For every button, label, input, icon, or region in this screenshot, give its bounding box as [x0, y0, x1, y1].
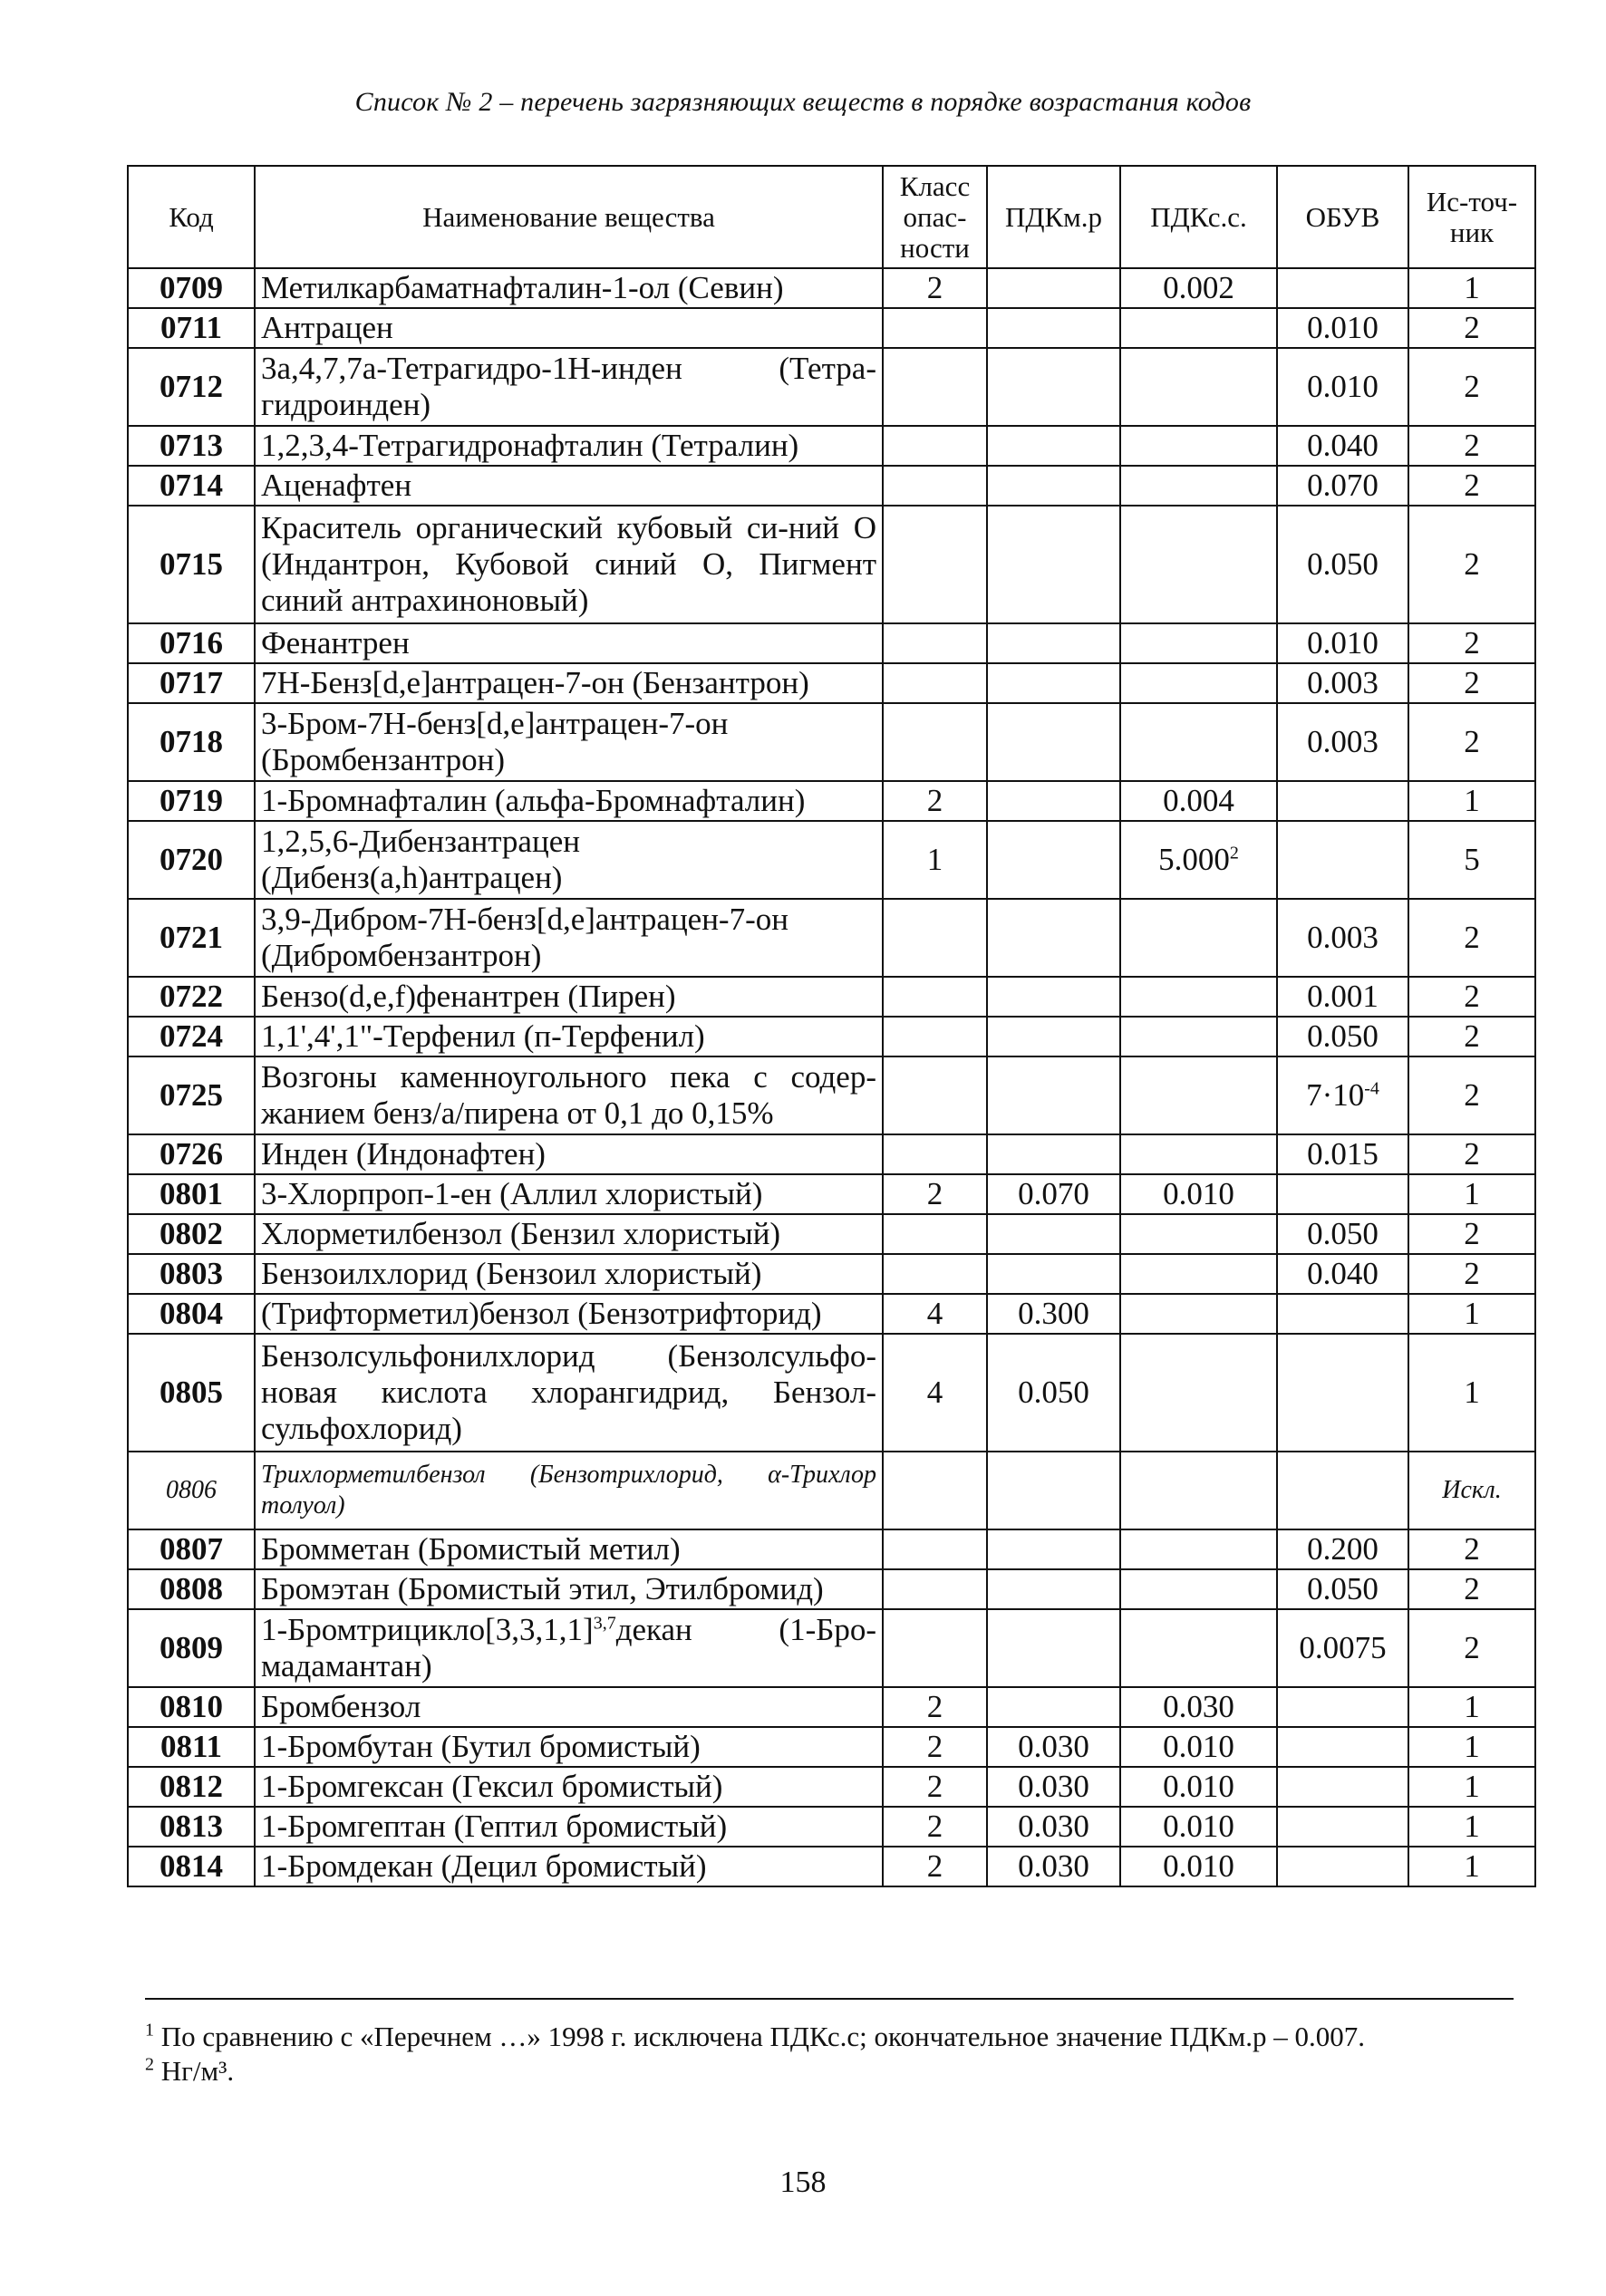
cell-source: 2 [1408, 1529, 1535, 1569]
cell-name: 1-Бромнафталин (альфа-Бромнафталин) [255, 781, 883, 821]
cell-hazard-class [883, 663, 987, 703]
footnote-marker: 1 [145, 2020, 154, 2040]
footnote-text: Нг/м³. [160, 2055, 235, 2087]
cell-pdk-ss [1120, 466, 1277, 506]
cell-name: 3-Хлорпроп-1-ен (Аллил хлористый) [255, 1174, 883, 1214]
pdk-ss-value: 5.000 [1158, 842, 1230, 877]
cell-pdk-mr [987, 466, 1120, 506]
table-row [128, 1727, 1535, 1767]
cell-hazard-class: 2 [883, 1847, 987, 1886]
table-row [128, 1334, 1535, 1452]
cell-pdk-mr [987, 1529, 1120, 1569]
cell-name: Бензолсульфонилхлорид (Бензолсульфо-новая кислота хлорангидрид, Бензол-сульфохлорид) [255, 1334, 883, 1452]
cell-obuv [1277, 1294, 1408, 1334]
cell-pdk-ss: 0.002 [1120, 268, 1277, 308]
footnote-1 [145, 2020, 1514, 2054]
cell-pdk-ss: 0.010 [1120, 1174, 1277, 1214]
cell-obuv [1277, 1847, 1408, 1886]
cell-hazard-class [883, 506, 987, 623]
cell-pdk-ss [1120, 1056, 1277, 1134]
cell-hazard-class [883, 1056, 987, 1134]
cell-pdk-mr [987, 1569, 1120, 1609]
cell-name: 1,2,5,6-Дибензантрацен (Дибенз(a,h)антрацен) [255, 821, 883, 899]
cell-source: 1 [1408, 1807, 1535, 1847]
cell-hazard-class: 2 [883, 1174, 987, 1214]
cell-obuv [1277, 1767, 1408, 1807]
cell-pdk-mr [987, 1452, 1120, 1529]
cell-code: 0709 [128, 268, 255, 308]
header-obuv: ОБУВ [1277, 166, 1408, 268]
cell-obuv [1277, 268, 1408, 308]
cell-obuv: 0.200 [1277, 1529, 1408, 1569]
header-hazard-class: Класс опас-ности [883, 166, 987, 268]
cell-hazard-class [883, 1529, 987, 1569]
cell-code: 0720 [128, 821, 255, 899]
cell-hazard-class: 2 [883, 781, 987, 821]
table-row [128, 268, 1535, 308]
obuv-exponent: -4 [1364, 1078, 1379, 1099]
cell-hazard-class [883, 1609, 987, 1687]
cell-name: Краситель органический кубовый си-ний О (Индантрон, Кубовой синий О, Пигмент синий антрахиноновый) [255, 506, 883, 623]
cell-pdk-mr [987, 1134, 1120, 1174]
cell-name: Бензо(d,e,f)фенантрен (Пирен) [255, 977, 883, 1017]
cell-pdk-ss: 0.004 [1120, 781, 1277, 821]
cell-pdk-ss: 0.010 [1120, 1807, 1277, 1847]
cell-source: 1 [1408, 1294, 1535, 1334]
cell-pdk-mr: 0.030 [987, 1807, 1120, 1847]
cell-hazard-class [883, 1254, 987, 1294]
cell-hazard-class [883, 1569, 987, 1609]
cell-pdk-mr: 0.030 [987, 1727, 1120, 1767]
cell-name: 7Н-Бенз[d,e]антрацен-7-он (Бензантрон) [255, 663, 883, 703]
cell-source: 2 [1408, 1609, 1535, 1687]
table-row [128, 348, 1535, 426]
cell-code: 0811 [128, 1727, 255, 1767]
cell-pdk-ss [1120, 1609, 1277, 1687]
cell-pdk-ss: 0.010 [1120, 1767, 1277, 1807]
cell-code: 0807 [128, 1529, 255, 1569]
cell-pdk-ss [1120, 703, 1277, 781]
name-part: 1-Бромтрицикло[3,3,1,1] [261, 1612, 594, 1647]
cell-source: 5 [1408, 821, 1535, 899]
table-row [128, 1529, 1535, 1569]
cell-pdk-mr [987, 703, 1120, 781]
cell-name: Бромметан (Бромистый метил) [255, 1529, 883, 1569]
table-row [128, 1174, 1535, 1214]
cell-pdk-ss [1120, 623, 1277, 663]
table-row [128, 506, 1535, 623]
table-row [128, 1807, 1535, 1847]
cell-obuv [1277, 1056, 1408, 1134]
cell-source: 1 [1408, 1687, 1535, 1727]
cell-hazard-class [883, 623, 987, 663]
cell-name: 3-Бром-7Н-бенз[d,e]антрацен-7-он (Бромбензантрон) [255, 703, 883, 781]
cell-obuv: 0.015 [1277, 1134, 1408, 1174]
cell-pdk-ss [1120, 1254, 1277, 1294]
cell-pdk-ss: 0.010 [1120, 1727, 1277, 1767]
cell-pdk-mr [987, 821, 1120, 899]
table-row [128, 1687, 1535, 1727]
cell-name: 1,1',4',1"-Терфенил (п-Терфенил) [255, 1017, 883, 1056]
cell-pdk-ss [1120, 977, 1277, 1017]
cell-pdk-mr: 0.030 [987, 1847, 1120, 1886]
cell-pdk-ss [1120, 308, 1277, 348]
cell-source: Искл. [1408, 1452, 1535, 1529]
table-row [128, 308, 1535, 348]
cell-source: 2 [1408, 623, 1535, 663]
cell-name: Возгоны каменноугольного пека с содер-жанием бенз/а/пирена от 0,1 до 0,15% [255, 1056, 883, 1134]
cell-source: 1 [1408, 1767, 1535, 1807]
cell-pdk-mr [987, 268, 1120, 308]
cell-obuv: 0.003 [1277, 899, 1408, 977]
table-row [128, 1056, 1535, 1134]
cell-source: 2 [1408, 1056, 1535, 1134]
cell-source: 1 [1408, 1727, 1535, 1767]
cell-code: 0717 [128, 663, 255, 703]
cell-pdk-ss [1120, 1134, 1277, 1174]
cell-pdk-mr: 0.300 [987, 1294, 1120, 1334]
header-pdk-mr: ПДКм.р [987, 166, 1120, 268]
cell-source: 2 [1408, 703, 1535, 781]
cell-hazard-class: 2 [883, 1687, 987, 1727]
header-code: Код [128, 166, 255, 268]
cell-hazard-class [883, 308, 987, 348]
header-name: Наименование вещества [255, 166, 883, 268]
cell-hazard-class: 4 [883, 1334, 987, 1452]
cell-pdk-mr [987, 663, 1120, 703]
cell-source: 2 [1408, 1017, 1535, 1056]
cell-source: 2 [1408, 1569, 1535, 1609]
name-part-rest: декан (1-Бро-мадамантан) [261, 1612, 876, 1683]
cell-name: 3а,4,7,7а-Тетрагидро-1Н-инден (Тетра-гидроинден) [255, 348, 883, 426]
cell-name: 1-Бромгексан (Гексил бромистый) [255, 1767, 883, 1807]
cell-obuv: 0.010 [1277, 623, 1408, 663]
cell-name [255, 1609, 883, 1687]
cell-code: 0716 [128, 623, 255, 663]
cell-name: Бензоилхлорид (Бензоил хлористый) [255, 1254, 883, 1294]
cell-name: 3,9-Дибром-7Н-бенз[d,e]антрацен-7-он (Дибромбензантрон) [255, 899, 883, 977]
cell-name: Бромэтан (Бромистый этил, Этилбромид) [255, 1569, 883, 1609]
cell-obuv [1277, 821, 1408, 899]
table-row [128, 821, 1535, 899]
footnote-2 [145, 2054, 1514, 2089]
cell-name: Фенантрен [255, 623, 883, 663]
cell-source: 1 [1408, 1847, 1535, 1886]
cell-obuv: 0.003 [1277, 703, 1408, 781]
cell-source: 2 [1408, 506, 1535, 623]
table-row [128, 466, 1535, 506]
cell-code: 0715 [128, 506, 255, 623]
table-row [128, 899, 1535, 977]
cell-obuv: 0.010 [1277, 308, 1408, 348]
cell-code: 0802 [128, 1214, 255, 1254]
cell-hazard-class [883, 1134, 987, 1174]
cell-pdk-ss [1120, 1334, 1277, 1452]
cell-pdk-mr [987, 506, 1120, 623]
cell-hazard-class [883, 348, 987, 426]
footnote-text: По сравнению с «Перечнем …» 1998 г. исключена ПДКс.с; окончательное значение ПДКм.р – 0.007. [160, 2021, 1366, 2052]
cell-name: (Трифторметил)бензол (Бензотрифторид) [255, 1294, 883, 1334]
cell-pdk-ss [1120, 1569, 1277, 1609]
cell-pdk-ss: 0.010 [1120, 1847, 1277, 1886]
cell-name: Хлорметилбензол (Бензил хлористый) [255, 1214, 883, 1254]
table-row [128, 977, 1535, 1017]
cell-obuv [1277, 1727, 1408, 1767]
cell-hazard-class [883, 466, 987, 506]
cell-hazard-class [883, 977, 987, 1017]
table-row [128, 781, 1535, 821]
cell-pdk-mr [987, 426, 1120, 466]
table-row [128, 1214, 1535, 1254]
table-row [128, 1017, 1535, 1056]
cell-obuv [1277, 1687, 1408, 1727]
page-number: 158 [779, 2166, 827, 2199]
cell-obuv [1277, 1807, 1408, 1847]
cell-hazard-class [883, 1214, 987, 1254]
cell-code: 0808 [128, 1569, 255, 1609]
footnotes [145, 1998, 1514, 2089]
cell-pdk-ss [1120, 1294, 1277, 1334]
cell-pdk-mr [987, 1056, 1120, 1134]
page-title: Список № 2 – перечень загрязняющих веществ в порядке возрастания кодов [354, 87, 1252, 117]
cell-hazard-class: 2 [883, 1767, 987, 1807]
table-row [128, 1847, 1535, 1886]
cell-obuv [1277, 1452, 1408, 1529]
cell-source: 2 [1408, 1134, 1535, 1174]
cell-source: 2 [1408, 426, 1535, 466]
cell-hazard-class: 2 [883, 1807, 987, 1847]
cell-code: 0719 [128, 781, 255, 821]
cell-code: 0801 [128, 1174, 255, 1214]
header-source: Ис-точ-ник [1408, 166, 1535, 268]
footnote-ref: 2 [1229, 843, 1239, 863]
cell-pdk-ss [1120, 348, 1277, 426]
cell-code: 0803 [128, 1254, 255, 1294]
cell-obuv: 0.050 [1277, 506, 1408, 623]
table-row [128, 426, 1535, 466]
cell-pdk-ss: 0.030 [1120, 1687, 1277, 1727]
cell-pdk-ss [1120, 1214, 1277, 1254]
cell-code: 0804 [128, 1294, 255, 1334]
cell-hazard-class [883, 426, 987, 466]
header-pdk-ss: ПДКс.с. [1120, 166, 1277, 268]
table-row [128, 1294, 1535, 1334]
cell-source: 2 [1408, 1254, 1535, 1294]
cell-obuv: 0.040 [1277, 1254, 1408, 1294]
cell-source: 1 [1408, 268, 1535, 308]
table-row [128, 1609, 1535, 1687]
cell-source: 2 [1408, 977, 1535, 1017]
substances-table [127, 165, 1536, 1887]
cell-hazard-class: 2 [883, 1727, 987, 1767]
cell-source: 2 [1408, 466, 1535, 506]
cell-obuv: 0.010 [1277, 348, 1408, 426]
cell-code: 0712 [128, 348, 255, 426]
cell-obuv [1277, 1334, 1408, 1452]
cell-obuv: 0.070 [1277, 466, 1408, 506]
cell-hazard-class [883, 1017, 987, 1056]
cell-pdk-mr: 0.070 [987, 1174, 1120, 1214]
cell-source: 2 [1408, 348, 1535, 426]
table-row [128, 1569, 1535, 1609]
cell-pdk-mr: 0.050 [987, 1334, 1120, 1452]
cell-code: 0810 [128, 1687, 255, 1727]
cell-hazard-class: 4 [883, 1294, 987, 1334]
cell-pdk-ss [1120, 426, 1277, 466]
cell-hazard-class: 1 [883, 821, 987, 899]
cell-code: 0814 [128, 1847, 255, 1886]
cell-source: 2 [1408, 308, 1535, 348]
cell-pdk-ss [1120, 506, 1277, 623]
cell-source: 1 [1408, 1334, 1535, 1452]
cell-code: 0722 [128, 977, 255, 1017]
cell-source: 2 [1408, 1214, 1535, 1254]
cell-pdk-mr [987, 1017, 1120, 1056]
cell-code: 0813 [128, 1807, 255, 1847]
cell-pdk-mr [987, 623, 1120, 663]
cell-pdk-mr [987, 899, 1120, 977]
cell-name: 1-Бромдекан (Децил бромистый) [255, 1847, 883, 1886]
cell-code: 0805 [128, 1334, 255, 1452]
cell-obuv: 0.001 [1277, 977, 1408, 1017]
cell-source: 1 [1408, 1174, 1535, 1214]
table-row [128, 623, 1535, 663]
cell-obuv [1277, 781, 1408, 821]
cell-obuv [1277, 1174, 1408, 1214]
cell-name: 1,2,3,4-Тетрагидронафталин (Тетралин) [255, 426, 883, 466]
cell-code: 0711 [128, 308, 255, 348]
cell-pdk-mr [987, 308, 1120, 348]
cell-name: Аценафтен [255, 466, 883, 506]
cell-name: 1-Бромбутан (Бутил бромистый) [255, 1727, 883, 1767]
cell-source: 2 [1408, 899, 1535, 977]
cell-pdk-mr [987, 348, 1120, 426]
cell-name: 1-Бромгептан (Гептил бромистый) [255, 1807, 883, 1847]
cell-pdk-mr [987, 1687, 1120, 1727]
cell-code: 0721 [128, 899, 255, 977]
cell-hazard-class: 2 [883, 268, 987, 308]
cell-pdk-mr [987, 1254, 1120, 1294]
cell-pdk-ss [1120, 1529, 1277, 1569]
cell-obuv: 0.003 [1277, 663, 1408, 703]
table-row-excluded [128, 1452, 1535, 1529]
cell-hazard-class [883, 899, 987, 977]
table-row [128, 663, 1535, 703]
table-row [128, 1767, 1535, 1807]
cell-obuv: 0.0075 [1277, 1609, 1408, 1687]
cell-pdk-mr: 0.030 [987, 1767, 1120, 1807]
cell-code: 0806 [128, 1452, 255, 1529]
cell-pdk-mr [987, 1214, 1120, 1254]
table-row [128, 1254, 1535, 1294]
cell-name: Антрацен [255, 308, 883, 348]
cell-pdk-ss [1120, 821, 1277, 899]
cell-pdk-mr [987, 1609, 1120, 1687]
cell-code: 0718 [128, 703, 255, 781]
cell-code: 0724 [128, 1017, 255, 1056]
obuv-value: 7·10 [1306, 1077, 1365, 1113]
cell-pdk-ss [1120, 663, 1277, 703]
name-superscript: 3,7 [593, 1613, 616, 1634]
cell-code: 0726 [128, 1134, 255, 1174]
cell-code: 0812 [128, 1767, 255, 1807]
cell-obuv: 0.050 [1277, 1017, 1408, 1056]
cell-obuv: 0.040 [1277, 426, 1408, 466]
cell-hazard-class [883, 1452, 987, 1529]
cell-name: Бромбензол [255, 1687, 883, 1727]
footnote-marker: 2 [145, 2054, 154, 2075]
cell-obuv: 0.050 [1277, 1214, 1408, 1254]
cell-code: 0714 [128, 466, 255, 506]
cell-pdk-ss [1120, 1452, 1277, 1529]
table-header-row [128, 166, 1535, 268]
cell-source: 1 [1408, 781, 1535, 821]
cell-obuv: 0.050 [1277, 1569, 1408, 1609]
cell-code: 0725 [128, 1056, 255, 1134]
cell-name: Трихлорметилбензол (Бензотрихлорид, α-Трихлор толуол) [255, 1452, 883, 1529]
cell-code: 0809 [128, 1609, 255, 1687]
cell-name: Инден (Индонафтен) [255, 1134, 883, 1174]
cell-source: 2 [1408, 663, 1535, 703]
table-row [128, 1134, 1535, 1174]
cell-name: Метилкарбаматнафталин-1-ол (Севин) [255, 268, 883, 308]
cell-pdk-mr [987, 781, 1120, 821]
cell-pdk-mr [987, 977, 1120, 1017]
cell-hazard-class [883, 703, 987, 781]
cell-pdk-ss [1120, 899, 1277, 977]
table-row [128, 703, 1535, 781]
cell-code: 0713 [128, 426, 255, 466]
cell-pdk-ss [1120, 1017, 1277, 1056]
